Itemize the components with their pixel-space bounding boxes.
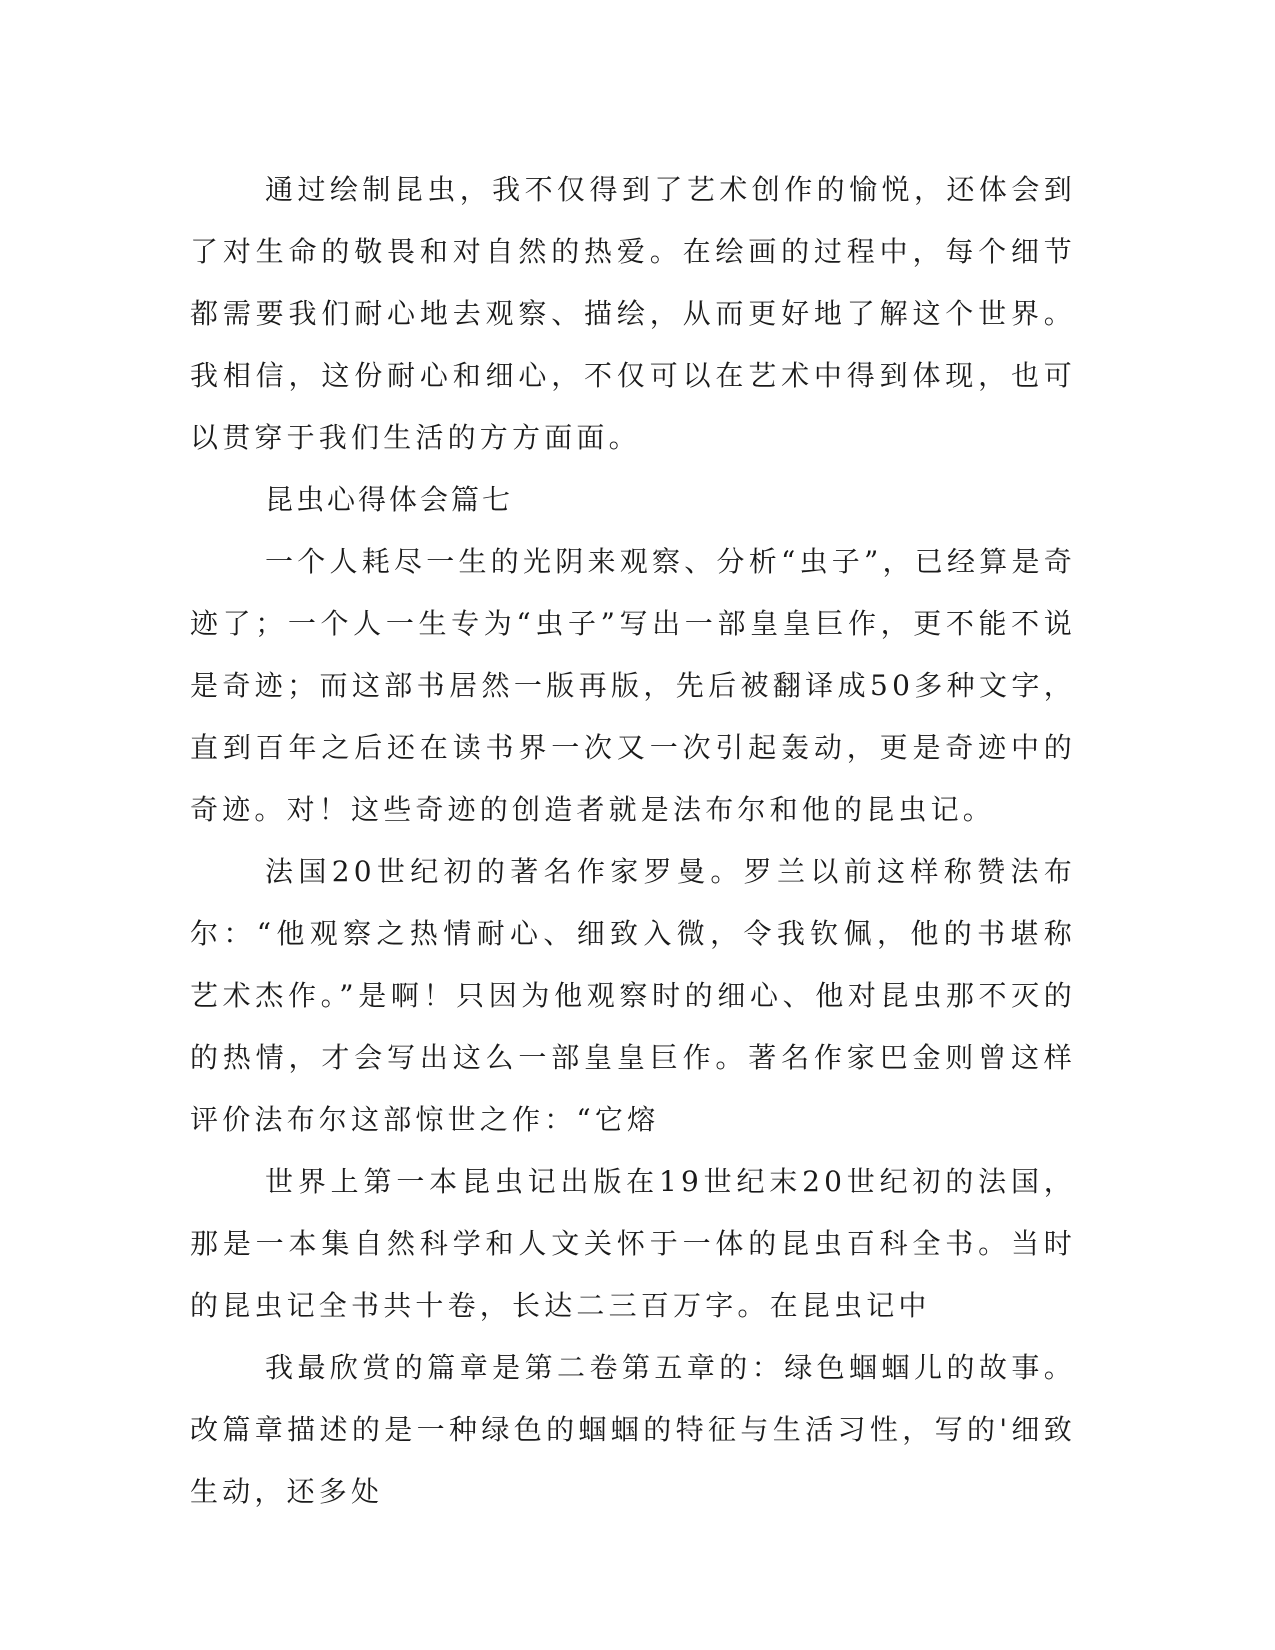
section-heading: 昆虫心得体会篇七 [265,483,514,516]
document-body [190,159,1076,1523]
paragraph-romain-rolland: 法国20世纪初的著名作家罗曼。罗兰以前这样称赞法布尔：“他观察之热情耐心、细致入微，令我钦佩，他的书堪称艺术杰作。”是啊！只因为他观察时的细心、他对昆虫那不灭的的热情，才会写出这么一部皇皇巨作。著名作家巴金则曾这样评价法布尔这部惊世之作：“它熔 [190,855,1076,1136]
paragraph-fabre-miracle: 一个人耗尽一生的光阴来观察、分析“虫子”，已经算是奇迹了；一个人一生专为“虫子”写出一部皇皇巨作，更不能不说是奇迹；而这部书居然一版再版，先后被翻译成50多种文字，直到百年之后还在读书界一次又一次引起轰动，更是奇迹中的奇迹。对！这些奇迹的创造者就是法布尔和他的昆虫记。 [190,545,1076,826]
paragraph-first-edition: 世界上第一本昆虫记出版在19世纪末20世纪初的法国，那是一本集自然科学和人文关怀于一体的昆虫百科全书。当时的昆虫记全书共十卷，长达二三百万字。在昆虫记中 [190,1165,1076,1322]
paragraph-green-katydid: 我最欣赏的篇章是第二卷第五章的：绿色蝈蝈儿的故事。改篇章描述的是一种绿色的蝈蝈的特征与生活习性，写的'细致生动，还多处 [190,1351,1076,1508]
paragraph-insect-drawing: 通过绘制昆虫，我不仅得到了艺术创作的愉悦，还体会到了对生命的敬畏和对自然的热爱。在绘画的过程中，每个细节都需要我们耐心地去观察、描绘，从而更好地了解这个世界。我相信，这份耐心和细心，不仅可以在艺术中得到体现，也可以贯穿于我们生活的方方面面。 [190,173,1076,454]
